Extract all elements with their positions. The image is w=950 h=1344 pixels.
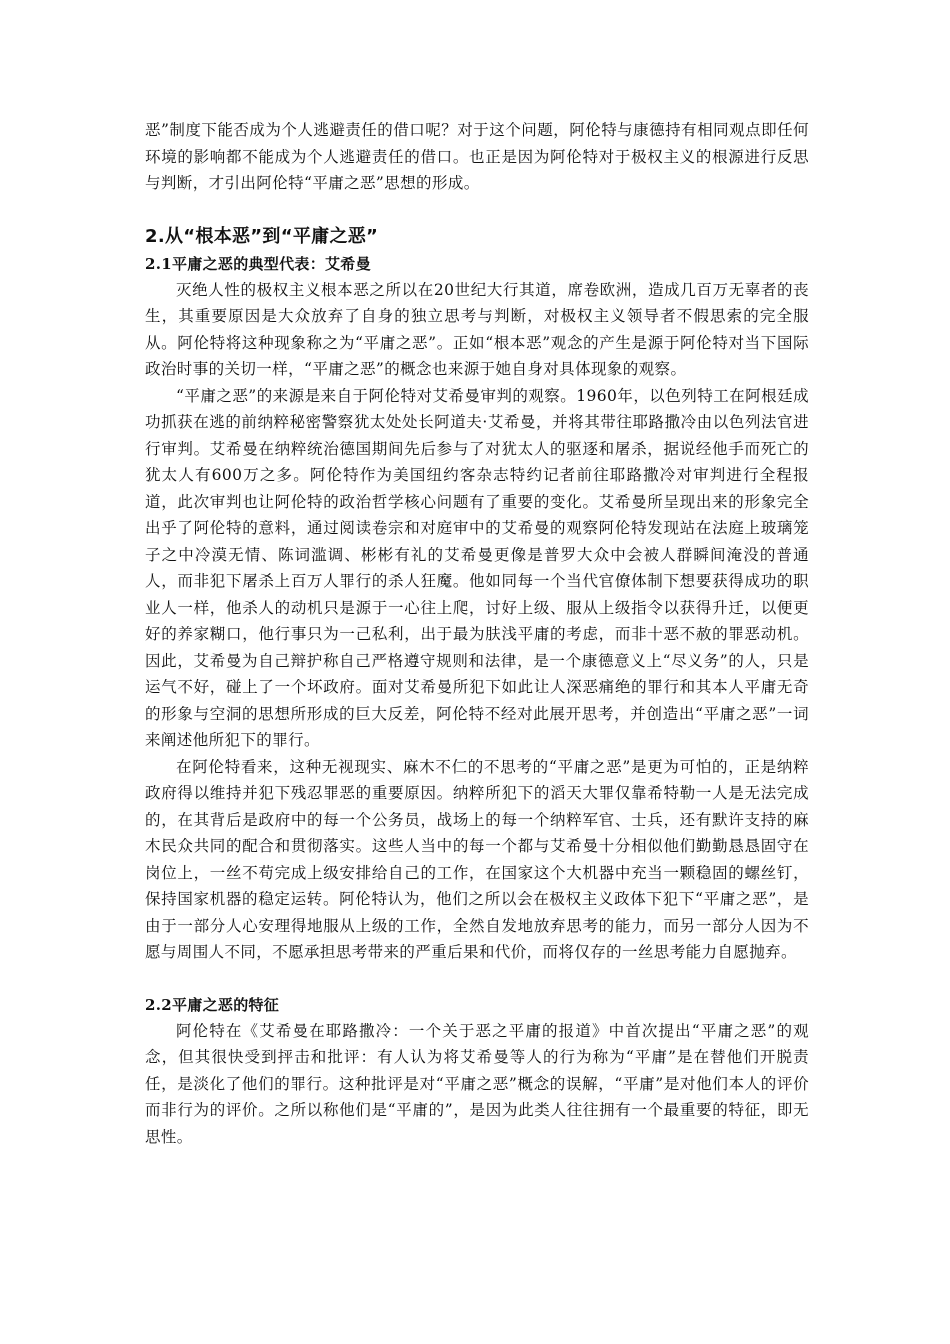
body-paragraph: 在阿伦特看来，这种无视现实、麻木不仁的不思考的“平庸之恶”是更为可怕的，正是纳粹政府得以维持并犯下残忍罪恶的重要原因。纳粹所犯下的滔天大罪仅靠希特勒一人是无法完成的，在其背后是政府中的每一个公务员，战场上的每一个纳粹军官、士兵，还有默许支持的麻木民众共同的配合和贯彻落实。这些人当中的每一个都与艾希曼十分相似他们勤勤恳恳固守在岗位上，一丝不苟完成上级安排给自己的工作，在国家这个大机器中充当一颗稳固的螺丝钉，保持国家机器的稳定运转。阿伦特认为，他们之所以会在极权主义政体下犯下“平庸之恶”，是由于一部分人心安理得地服从上级的工作，全然自发地放弃思考的能力，而另一部分人因为不愿与周围人不同，不愿承担思考带来的严重后果和代价，而将仅存的一丝思考能力自愿抛弃。: [145, 757, 809, 961]
document-page: [145, 117, 809, 1150]
subsection-heading-2-2: 2.2平庸之恶的特征: [145, 995, 280, 1014]
body-paragraph: 灭绝人性的极权主义根本恶之所以在20世纪大行其道，席卷欧洲，造成几百万无辜者的丧生，其重要原因是大众放弃了自身的独立思考与判断，对极权主义领导者不假思索的完全服从。阿伦特将这种现象称之为“平庸之恶”。正如“根本恶”观念的产生是源于阿伦特对当下国际政治时事的关切一样，“平庸之恶”的概念也来源于她自身对具体现象的观察。: [145, 280, 809, 378]
body-paragraph: 阿伦特在《艾希曼在耶路撒冷：一个关于恶之平庸的报道》中首次提出“平庸之恶”的观念，但其很快受到抨击和批评：有人认为将艾希曼等人的行为称为“平庸”是在替他们开脱责任，是淡化了他们的罪行。这种批评是对“平庸之恶”概念的误解，“平庸”是对他们本人的评价而非行为的评价。之所以称他们是“平庸的”，是因为此类人往往拥有一个最重要的特征，即无思性。: [145, 1021, 809, 1146]
intro-paragraph: 恶”制度下能否成为个人逃避责任的借口呢？对于这个问题，阿伦特与康德持有相同观点即任何环境的影响都不能成为个人逃避责任的借口。也正是因为阿伦特对于极权主义的根源进行反思与判断，才引出阿伦特“平庸之恶”思想的形成。: [145, 121, 809, 192]
body-paragraph: “平庸之恶”的来源是来自于阿伦特对艾希曼审判的观察。1960年，以色列特工在阿根廷成功抓获在逃的前纳粹秘密警察犹太处处长阿道夫·艾希曼，并将其带往耶路撒冷由以色列法官进行审判。艾希曼在纳粹统治德国期间先后参与了对犹太人的驱逐和屠杀，据说经他手而死亡的犹太人有600万之多。阿伦特作为美国纽约客杂志特约记者前往耶路撒冷对审判进行全程报道，此次审判也让阿伦特的政治哲学核心问题有了重要的变化。艾希曼所呈现出来的形象完全出乎了阿伦特的意料，通过阅读卷宗和对庭审中的艾希曼的观察阿伦特发现站在法庭上玻璃笼子之中冷漠无情、陈词滥调、彬彬有礼的艾希曼更像是普罗大众中会被人群瞬间淹没的普通人，而非犯下屠杀上百万人罪行的杀人狂魔。他如同每一个当代官僚体制下想要获得成功的职业人一样，他杀人的动机只是源于一心往上爬，讨好上级、服从上级指令以获得升迁，以便更好的养家糊口，他行事只为一己私利，出于最为肤浅平庸的考虑，而非十恶不赦的罪恶动机。因此，艾希曼为自己辩护称自己严格遵守规则和法律，是一个康德意义上“尽义务”的人，只是运气不好，碰上了一个坏政府。面对艾希曼所犯下如此让人深恶痛绝的罪行和其本人平庸无奇的形象与空洞的思想所形成的巨大反差，阿伦特不经对此展开思考，并创造出“平庸之恶”一词来阐述他所犯下的罪行。: [145, 386, 809, 749]
subsection-heading-2-1: 2.1平庸之恶的典型代表：艾希曼: [145, 254, 371, 273]
section-heading: 2.从“根本恶”到“平庸之恶”: [145, 225, 379, 247]
